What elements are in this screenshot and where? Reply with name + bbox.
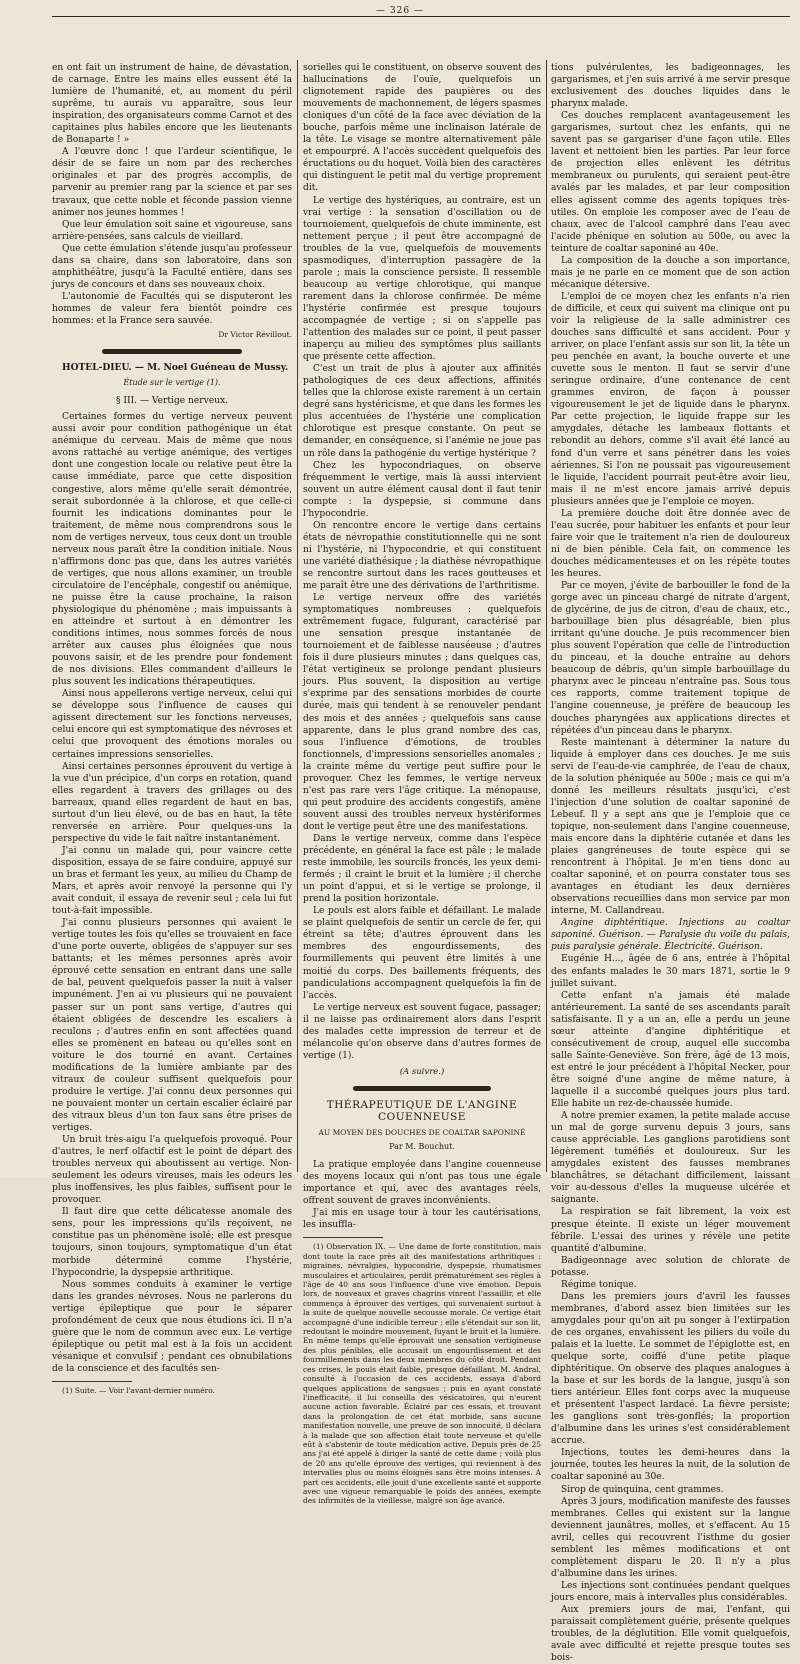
paragraph: Dans les premiers jours d'avril les fausses membranes, d'abord assez bien limitées sur les amygdales pour qu'on ait pu songer à l'extirpation de ces organes, envahissent les piliers du voile du palais et la luette. Le sommet de l'épiglotte est, en quelque sorte, coiffé d'une petite plaque diphtéritique. On observe des plaques analogues à la base et sur les bords de la langue, jusqu'à son tiers antérieur. Elles font corps avec la muqueuse et présentent l'aspect lardacé. La fièvre persiste; les ganglions sont très-gonflés; la proportion d'albumine dans les urines s'est considérablement accrue.: [551, 1291, 790, 1447]
column-1: [52, 62, 292, 1395]
paragraph: Régime tonique.: [561, 1279, 637, 1290]
article-subtitle: AU MOYEN DES DOUCHES DE COALTAR SAPONINÉ: [318, 1128, 526, 1138]
column-3: [551, 62, 790, 1664]
paragraph: Aux premiers jours de mai, l'enfant, qui paraissait complètement guérie, présente quelques troubles, de la déglutition. Elle vomit quelquefois, avale avec difficulté et rejette presque toutes ses bois-: [551, 1605, 790, 1664]
paragraph: La pratique employée dans l'angine couenneuse des moyens locaux qui n'ont pas tous une égale importance et qui, avec des avantages réels, offrent souvent de graves inconvénients.: [303, 1160, 541, 1207]
footnote-rule: [52, 1381, 132, 1382]
paragraph: Le vertige des hystériques, au contraire, est un vrai vertige : la sensation d'oscillation ou de tournoiement, quelquefois de chute imminente, est nettement perçue ; il peut être accompagné de troubles de la vue, quelquefois de mouvements spasmodiques, d'interruption passagère de la parole ; mais la conscience persiste. Il ressemble beaucoup au vertige chlorotique, qui manque rarement dans la chlorose confirmée. De même l'hystérie confirmée est presque toujours accompagnée de vertige ; si on s'appelle pas l'attention des malades sur ce point, il peut passer inaperçu au milieu des symptômes plus saillants que présente cette affection.: [303, 195, 541, 363]
paragraph: La respiration se fait librement, la voix est presque éteinte. Il existe un léger mouvement fébrile. L'essai des urines y révèle une petite quantité d'albumine.: [551, 1207, 790, 1254]
article-heading: HOTEL-DIEU. — M. Noel Guéneau de Mussy.: [62, 362, 289, 374]
footnote-rule: [303, 1237, 383, 1238]
paragraph: A l'œuvre donc ! que l'ardeur scientifique, le désir de se faire un nom par des recherches originales et par des progrès accomplis, de parvenir au premier rang par la science et par ses travaux, que cette noble et féconde passion vienne animer nos jeunes hommes !: [52, 147, 292, 218]
paragraph: On rencontre encore le vertige dans certains états de névropathie constitutionnelle qui ne sont ni l'hystérie, ni l'hypocondrie, et qui constituent une variété diathésique ; la diathèse névropathique se rencontre surtout dans les races goutteuses et me paraît être une des dérivations de l'arthritisme.: [303, 520, 541, 592]
paragraph: Ainsi certaines personnes éprouvent du vertige à la vue d'un précipice, d'un corps en rotation, quand elles regardent à travers des grillages ou des barreaux, quand elles regardent de haut en bas, surtout d'un lieu élevé, ou de bas en haut, la tête renversée en arrière. Pour quelques-uns la perspective du vide le fait naître instantanément.: [52, 761, 292, 844]
paragraph: Que leur émulation soit saine et vigoureuse, sans arrière-pensées, sans calculs de vieillard.: [52, 219, 292, 242]
page-number: — 326 —: [376, 6, 424, 16]
author-signature: Dr Victor Révillout.: [218, 330, 292, 340]
paragraph: tions pulvérulentes, les badigeonnages, les gargarismes, et j'en suis arrivé à me servir presque exclusivement des douches liquides dans le pharynx malade.: [551, 63, 790, 110]
paragraph: L'emploi de ce moyen chez les enfants n'a rien de difficile, et ceux qui suivent ma clinique ont pu voir la religieuse de la salle administrer ces douches sans difficulté et sans accident. Pour y arriver, on place l'enfant assis sur son lit, la tête un peu penchée en avant, la bouche ouverte et une cuvette sous le menton. Il faut se servir d'une seringue ordinaire, d'une contenance de cent grammes environ, de façon à pousser vigoureusement le jet de liquide dans le pharynx. Par cette projection, le liquide frappe sur les amygdales, détache les lambeaux flottants et rebondit au dehors, comme s'il avait été lancé au fond d'un verre et sans pénétrer dans les voies aériennes. Si l'on ne poussait pas vigoureusement le liquide, l'accident pourrait peut-être avoir lieu, mais il ne m'est encore jamais arrivé depuis plusieurs années que je l'emploie ce moyen.: [551, 291, 790, 507]
paragraph: Reste maintenant à déterminer la nature du liquide à employer dans ces douches. Je me suis servi de l'eau-de-vie camphrée, de l'eau de chaux, de la solution phéniquée au 500e ; mais ce qui m'a donné les meilleurs résultats jusqu'ici, c'est l'injection d'une solution de coaltar saponiné de Lebeuf. Il y a sept ans que je l'emploie que ce topique, non-seulement dans l'angine couenneuse, mais encore dans la diphtérie cutanée et dans les plaies gangréneuses de toute espèce qui se rencontrent à l'hôpital. Je m'en tiens donc au coaltar saponiné, et on pourra constater tous ses avantages en étudiant les deux dernières observations recueillies dans mon service par mon interne, M. Callandreau.: [551, 737, 790, 917]
paragraph: Le vertige nerveux offre des variétés symptomatiques nombreuses : quelquefois extrêmement fugace, fulgurant, caractérisé par une sensation presque instantanée de tournoiement et de faiblesse nauséeuse ; d'autres fois il dure plusieurs minutes ; dans quelques cas, l'état vertigineux se prolonge pendant plusieurs jours. Plus souvent, la disposition au vertige s'exprime par des sensations morbides de courte durée, mais qui tendent à se renouveler pendant des mois et des années ; quelquefois sans cause apparente, dans le plus grand nombre des cas, sous l'influence d'émotions, de troubles fonctionnels, d'impressions sensorielles anomales ; la crainte même du vertige peut suffire pour le provoquer. Chez les femmes, le vertige nerveux n'est pas rare vers l'âge critique. La ménopause, qui peut produire des accidents congestifs, amène souvent aussi des troubles nerveux hystériformes dont le vertige peut être une des manifestations.: [303, 593, 541, 832]
paragraph: Cette enfant n'a jamais été malade antérieurement. La santé de ses ascendants paraît satisfaisante. Il y a un an, elle a perdu un jeune sœur atteinte d'angine diphtéritique et consécutivement de croup, auquel elle succomba salle Sainte-Geneviève. Son frère, âgé de 13 mois, est entré le jour précédent à l'hôpital Necker, pour être soigné d'une angine de même nature, à laquelle il a succombé quelques jours plus tard. Elle habite un rez-de-chaussée humide.: [551, 990, 790, 1110]
footnote: (1) Observation IX. — Une dame de forte constitution, mais dont toute la race près ait des manifestations arthritiques : migraines, névralgies, hypocondrie, dyspepsie, rhumatismes musculaires et articulaires, perdit prématurément ses règles à l'âge de 40 ans sous l'influence d'une vive émotion. Depuis lors, de nouveaux et graves chagrins vinrent l'assaillir, et elle commença à éprouver des vertiges, qui survenaient surtout à la suite de quelque nouvelle secousse morale. Ce vertige était accompagné d'une indicible terreur ; elle s'étendait sur son lit, redoutant le moindre mouvement, fuyant le bruit et la lumière. En même temps qu'elle éprouvait une sensation vertigineuse des plus pénibles, elle accusait un engourdissement et des fourmillements dans les deux membres du côté droit. Pendant ces crises, le pouls était faible, presque défaillant. M. Andral, consulté à l'occasion de ces accidents, essaya d'abord quelques applications de sangsues ; puis en ayant constaté l'inefficacité, il lui conseilla des vésicatoires, qui n'eurent aucune action favorable. Éclairé par ces essais, et trouvant dans la prolongation de cet état morbide, sans aucune manifestation nouvelle, une preuve de son innocuité, il déclara à la malade que son affection était toute nerveuse et qu'elle eût à s'abstenir de toute médication active. Depuis près de 25 ans j'ai été appelé à diriger la santé de cette dame ; voilà plus de 20 ans qu'elle éprouve des vertiges, qui reviennent à des intervalles plus ou moins éloignés sans être moins intenses. A part ces accidents, elle jouit d'une excellente santé et supporte avec une vigueur remarquable le poids des années, exempte des infirmités de la vieillesse, malgré son âge avancé.: [303, 1242, 541, 1506]
paragraph: J'ai connu plusieurs personnes qui avaient le vertige toutes les fois qu'elles se trouvaient en face d'une porte ouverte, obligées de s'appuyer sur ses battants; et les mêmes personnes après avoir éprouvé cette sensation en entrant dans une salle de bal, peuvent quelquefois passer la nuit à valser impunément. J'en ai vu plusieurs qui ne pouvaient passer sur un pont sans vertige, d'autres qui étaient obligées de descendre les escaliers à reculons ; d'autres enfin en sont affectées quand elles se promènent en bateau ou qu'elles sont en voiture le dos tourné en avant. Certaines modifications de la lumière ambiante par des vitraux de couleur suffisent quelquefois pour produire le vertige. J'ai connu deux personnes qui ne pouvaient monter un certain escalier éclairé par des vitraux bleus d'un ton faux sans être prises de vertiges.: [52, 918, 292, 1133]
to-be-continued: (A suivre.): [399, 1066, 445, 1077]
footnote: (1) Suite. — Voir l'avant-dernier numéro.: [62, 1385, 215, 1395]
paragraph: Certaines formes du vertige nerveux peuvent aussi avoir pour condition pathogénique un état anémique du cerveau. Mais de même que nous avons rattaché au vertige anémique, des vertiges dont une congestion locale ou relative peut être la cause immédiate, parce que cette disposition congestive, alors même qu'elle serait démontrée, serait subordonnée à la chlorose, et que celle-ci fournit les indications dominantes pour le traitement, de même nous comprendrons sous le nom de vertiges nerveux, tous ceux dont un trouble nerveux nous paraît être la condition initiale. Nous n'affirmons donc pas que, dans les autres variétés de vertiges, que nous allons examiner, un trouble circulatoire de l'encéphale, congestif ou anémique, ne puisse être la cause prochaine, la raison physiologique du phénomène ; mais impuissants à en atteindre et surtout à en démontrer les conditions intimes, nous sommes forcés de nous arrêter aux causes plus éloignées que nous pouvons saisir, et de les prendre pour fondement de nos divisions. Elles commandent d'ailleurs le plus souvent les indications thérapeutiques.: [52, 412, 292, 688]
observation-heading: Angine diphtéritique. Injections au coaltar saponiné. Guérison. — Paralysie du voile du palais, puis paralysie générale. Électricité. Guérison.: [551, 918, 790, 953]
paragraph: J'ai connu un malade qui, pour vaincre cette disposition, essaya de se faire conduire, appuyé sur un bras et fermant les yeux, au milieu du Champ de Mars, et après avoir renvoyé la personne qui l'y avait conduit, il essaya de revenir seul ; cela lui fut tout-à-fait impossible.: [52, 845, 292, 917]
paragraph: Sirop de quinquina, cent grammes.: [561, 1484, 724, 1495]
column-divider: [297, 60, 298, 1172]
paragraph: La première douche doit être donnée avec de l'eau sucrée, pour habituer les enfants et pour leur faire voir que le traitement n'a rien de douloureux ni de bien pénible. Cela fait, on commence les douches médicamenteuses et on les répète toutes les heures.: [551, 508, 790, 579]
paragraph: Les injections sont continuées pendant quelques jours encore, mais à intervalles plus considérables.: [551, 1580, 790, 1603]
header-rule: [52, 16, 790, 17]
section-ornament: [102, 349, 242, 354]
paragraph: A notre premier examen, la petite malade accuse un mal de gorge survenu depuis 3 jours, sans cause appréciable. Les ganglions parotidiens sont légèrement tuméfiés et douloureux. Sur les amygdales existent des fausses membranes blanchâtres, se détachant difficilement, laissant voir au-dessous d'elles la muqueuse ulcérée et saignante.: [551, 1111, 790, 1206]
paragraph: C'est un trait de plus à ajouter aux affinités pathologiques de ces deux affections, affinités telles que la chlorose existe rarement à un certain degré sans hystéricisme, et que dans les formes les plus accentuées de l'hystérie une complication chlorotique est presque constante. On peut se demander, en conséquence, si l'anémie ne joue pas un rôle dans la pathogénie du vertige hystérique ?: [303, 364, 541, 459]
paragraph: Il faut dire que cette délicatesse anomale des sens, pour les impressions qu'ils reçoivent, ne constitue pas un phénomène isolé; elle est presque toujours, sinon toujours, symptomatique d'un état morbide déterminé comme l'hystérie, l'hypocondrie, la dyspepsie arthritique.: [52, 1207, 292, 1278]
paragraph: Badigeonnage avec solution de chlorate de potasse.: [551, 1255, 790, 1278]
paragraph: La composition de la douche a son importance, mais je ne parle en ce moment que de son action mécanique détersive.: [551, 255, 790, 290]
paragraph: Le vertige nerveux est souvent fugace, passager; il ne laisse pas ordinairement alors dans l'esprit des malades cette impression de terreur et de mélancolie qu'on observe dans d'autres formes de vertige (1).: [303, 1002, 541, 1061]
paragraph: J'ai mis en usage tour à tour les cautérisations, les insuffla-: [303, 1208, 541, 1231]
paragraph: Dans le vertige nerveux, comme dans l'espèce précédente, en général la face est pâle ; le malade reste immobile, les sourcils froncés, les yeux demi-fermés ; il craint le bruit et la lumière ; il cherche un point d'appui, et si le vertige se prolonge, il prend la position horizontale.: [303, 834, 541, 905]
paragraph: Que cette émulation s'étende jusqu'au professeur dans sa chaire, dans son laboratoire, dans son amphithéâtre, jusqu'à la Faculté entière, dans ses jurys de concours et dans ses nouveaux choix.: [52, 243, 292, 290]
paragraph: Par ce moyen, j'évite de barbouiller le fond de la gorge avec un pinceau chargé de nitrate d'argent, de glycérine, de jus de citron, d'eau de chaux, etc., barbouillage bien plus désagréable, bien plus irritant qu'une douche. Je puis recommencer bien plus souvent l'opération que celle de l'introduction du pinceau, et la douche entraîne au dehors beaucoup de débris, qu'un simple barbouillage du pharynx avec le pinceau n'entraîne pas. Sous tous ces rapports, comme traitement topique de l'angine couenneuse, je préfère de beaucoup les douches pharyngées aux applications directes et répétées d'un pinceau dans le pharynx.: [551, 581, 790, 736]
article-author: Par M. Bouchut.: [389, 1142, 455, 1152]
paragraph: Après 3 jours, modification manifeste des fausses membranes. Celles qui existent sur la langue deviennent jaunâtres, molles, et s'effacent. Au 15 avril, celles qui recouvrent l'isthme du gosier semblent les mêmes modifications et ont complètement disparu le 20. Il n'y a plus d'albumine dans les urines.: [551, 1496, 790, 1579]
paragraph: Injections, toutes les demi-heures dans la journée, toutes les heures la nuit, de la solution de coaltar saponiné au 30e.: [551, 1448, 790, 1483]
article-subheading: Étude sur le vertige (1).: [123, 378, 221, 388]
paragraph: Ainsi nous appellerons vertige nerveux, celui qui se développe sous l'influence de causes qui agissent directement sur les fonctions nerveuses, celui encore qui est symptomatique des névroses et celui que provoquent des émotions morales ou certaines impressions sensorielles.: [52, 689, 292, 760]
paragraph: Le pouls est alors faible et défaillant. Le malade se plaint quelquefois de sentir un cercle de fer, qui étreint sa tête; d'autres éprouvent dans les membres des engourdissements, des fourmillements qui peuvent être limités à une moitié du corps. Des baillements fréquents, des pandiculations accompagnent quelquefois la fin de l'accès.: [303, 906, 541, 1001]
paragraph: sorielles qui le constituent, on observe souvent des hallucinations de l'ouïe, quelquefois un clignotement rapide des paupières ou des mouvements de machonnement, de légers spasmes cloniques d'un côté de la face avec déviation de la bouche, parfois même une inclinaison latérale de la tête. Le visage se montre alternativement pâle et empourpré. A l'accès succèdent quelquefois des éructations ou du hoquet. Voilà bien des caractères qui distinguent le petit mal du vertige proprement dit.: [303, 63, 541, 194]
section-ornament: [353, 1086, 491, 1091]
paragraph: Eugénie H..., âgée de 6 ans, entrée à l'hôpital des enfants malades le 30 mars 1871, sortie le 9 juillet suivant.: [551, 954, 790, 989]
paragraph: en ont fait un instrument de haine, de dévastation, de carnage. Entre les mains elles eussent été la lumière de l'humanité, et, au moment du péril suprême, tu aurais vu apparaître, sous leur inspiration, des organisateurs comme Carnot et des capitaines plus habiles encore que les lieutenants de Bonaparte ! »: [52, 63, 292, 146]
paragraph: Chez les hypocondriaques, on observe fréquemment le vertige, mais là aussi intervient souvent un autre élément causal dont il faut tenir compte : la dyspepsie, si commune dans l'hypocondrie.: [303, 460, 541, 519]
article-title: THÉRAPEUTIQUE DE L'ANGINE COUENNEUSE: [326, 1098, 518, 1123]
paragraph: Un bruit très-aigu l'a quelquefois provoqué. Pour d'autres, le nerf olfactif est le point de départ des troubles nerveux qui aboutissent au vertige. Non-seulement les odeurs vireuses, mais les odeurs les plus inoffensives, les plus faibles, suffisent pour le provoquer.: [52, 1135, 292, 1206]
paragraph: Nous sommes conduits à examiner le vertige dans les grandes névroses. Nous ne parlerons du vertige épileptique que pour le séparer profondément de ceux que nous étudions ici. Il n'a guère que le nom de commun avec eux. Le vertige épileptique ou petit mal est à la fois un accident vésanique et convulsif ; pendant ces obnubilations de la conscience et des facultés sen-: [52, 1279, 292, 1374]
column-divider: [546, 60, 547, 1172]
paragraph: L'autonomie de Facultés qui se disputeront les hommes de valeur fera bientôt poindre ces hommes: et la France sera sauvée.: [52, 291, 292, 326]
section-heading: § III. — Vertige nerveux.: [115, 396, 229, 407]
column-2: [303, 62, 541, 1506]
paragraph: Ces douches remplacent avantageusement les gargarismes, surtout chez les enfants, qui ne savent pas se gargariser d'une façon utile. Elles lavent et nettoient bien les parties. Par leur force de projection elles enlèvent les détritus membraneux ou purulents, qui seraient peut-être avalés par les malades, et par leur composition elles agissent comme des agents topiques très-utiles. On emploie les composer avec de l'eau de chaux, avec de l'alcool camphré dans l'eau avec l'acide phénique en solution au 500e, ou avec la teinture de coaltar saponiné au 40e.: [551, 111, 790, 254]
